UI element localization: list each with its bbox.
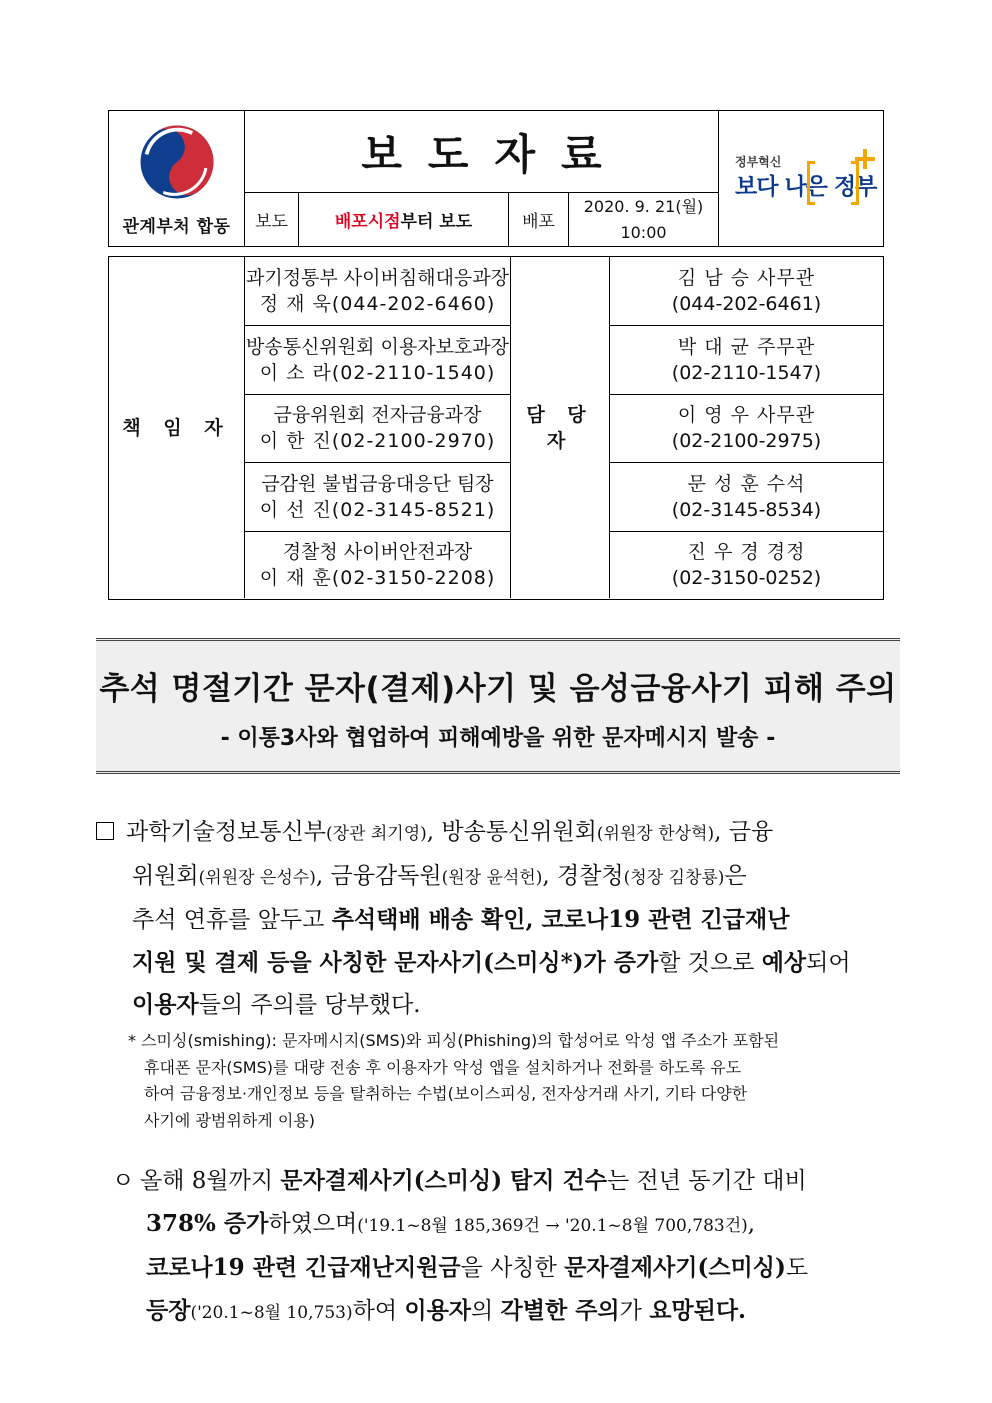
paragraph-line: [112, 1203, 902, 1248]
mgr-person: 김 남 승 사무관: [677, 267, 816, 290]
mgr-phone: (02-3150-0252): [671, 567, 822, 590]
resp-person: 이 선 진(02-3145-8521): [259, 498, 496, 521]
body-paragraph-2: [112, 1160, 902, 1334]
text-run: 을 사칭한: [460, 1255, 565, 1281]
paragraph-line: [96, 812, 906, 856]
contact-row-mgr: [610, 462, 883, 531]
resp-person: 이 한 진(02-2100-2970): [259, 430, 496, 453]
text-run: 지원 및 결제 등을 사칭한 문자사기(스미싱*)가 증가: [132, 948, 659, 976]
resp-dept: 과기정통부 사이버침해대응과장: [246, 267, 509, 290]
text-run: 하였으며: [268, 1210, 358, 1237]
contact-row-resp: [245, 462, 510, 531]
text-run: (장관 최기영): [325, 824, 427, 844]
headline-sub: - 이통3사와 협업하여 피해예방을 위한 문자메시지 발송 -: [220, 726, 776, 751]
text-run: 도: [785, 1255, 809, 1281]
mgr-phone: (02-3145-8534): [671, 498, 822, 521]
brand-small-text: 정부혁신: [735, 155, 782, 169]
agency-logo-cell: [109, 111, 245, 246]
contact-row-resp: [245, 325, 510, 394]
mgr-person: 문 성 훈 수석: [687, 472, 806, 495]
release-when-red: 배포시점: [334, 212, 401, 232]
distribution-date: 2020. 9. 21(월): [583, 196, 704, 216]
paragraph-line: [112, 1160, 902, 1203]
paragraph-line: [112, 1247, 902, 1290]
text-run: 가: [619, 1297, 650, 1324]
taegeuk-emblem-icon: [139, 124, 215, 200]
text-run: 등장: [146, 1296, 191, 1324]
text-run: 문자결제사기(스미싱): [564, 1254, 786, 1281]
text-run: 각별한 주의: [500, 1296, 620, 1324]
paragraph-line: [112, 1290, 902, 1335]
distribution-datetime: [569, 193, 719, 246]
mgr-phone: (044-202-6461): [671, 293, 822, 316]
resp-dept: 금감원 불법금융대응단 팀장: [261, 472, 494, 495]
text-run: 는 전년 동기간 대비: [606, 1168, 807, 1194]
agency-label: 관계부처 합동: [122, 217, 231, 237]
mgr-phone: (02-2100-2975): [671, 430, 822, 453]
manager-label: 담 당 자: [510, 257, 610, 598]
text-run: , 금융: [714, 819, 774, 845]
release-when: [299, 193, 509, 246]
contact-row-resp: [245, 531, 510, 600]
resp-dept: 방송통신위원회 이용자보호과장: [246, 335, 509, 358]
resp-person: 이 소 라(02-2110-1540): [259, 361, 496, 384]
paragraph-line: [96, 899, 906, 942]
brand-bracket-right-icon: [851, 161, 859, 205]
brand-big-text: 보다 나은 정부: [735, 174, 877, 200]
text-run: 문자결제사기(스미싱) 탐지 건수: [280, 1167, 607, 1194]
contact-row-mgr: [610, 531, 883, 600]
resp-dept: 금융위원회 전자금융과장: [273, 404, 482, 427]
text-run: 할 것으로: [658, 949, 762, 976]
checkbox-bullet-icon: [96, 822, 114, 840]
text-run: , 금융감독원: [315, 862, 442, 889]
footnote: [128, 1028, 900, 1134]
text-run: (위원장 한상혁): [596, 824, 715, 844]
text-run: (청장 김창룡): [623, 867, 725, 888]
text-run: ,: [747, 1210, 756, 1237]
text-run: 추석택배 배송 확인, 코로나19 관련 긴급재난: [331, 906, 790, 933]
bullet-mark: ㅇ: [112, 1168, 135, 1194]
press-header: [108, 110, 884, 247]
footnote-line: 휴대폰 문자(SMS)를 대량 전송 후 이용자가 악성 앱을 설치하거나 전화를 하도록 유도: [144, 1057, 742, 1077]
text-run: 과학기술정보통신부: [126, 819, 326, 845]
contact-row-resp: [245, 394, 510, 463]
text-run: 요망된다.: [649, 1296, 747, 1324]
contact-row-mgr: [610, 257, 883, 326]
footnote-line: 하여 금융정보·개인정보 등을 탈취하는 수법(보이스피싱, 전자상거래 사기, 기타 다양한: [144, 1084, 748, 1103]
release-label: 보도: [245, 193, 299, 246]
text-run: 이용자: [132, 991, 199, 1018]
mgr-person: 이 영 우 사무관: [677, 404, 816, 427]
footnote-line: 사기에 광범위하게 이용): [144, 1110, 315, 1130]
text-run: (원장 윤석헌): [441, 867, 543, 888]
text-run: 코로나19 관련 긴급재난지원금: [146, 1254, 461, 1281]
contact-row-mgr: [610, 394, 883, 463]
resp-person: 이 재 훈(02-3150-2208): [259, 567, 496, 590]
text-run: 되어: [806, 949, 851, 976]
release-when-rest: 부터 보도: [400, 212, 473, 232]
text-run: , 방송통신위원회: [426, 819, 597, 845]
mgr-person: 박 대 균 주무관: [677, 335, 816, 358]
brand-plus-icon-bar: [855, 157, 875, 161]
brand-bracket-left-icon: [807, 161, 815, 205]
text-run: 추석 연휴를 앞두고: [132, 907, 332, 933]
distribution-time: 10:00: [620, 222, 667, 242]
text-run: 378% 증가: [146, 1209, 269, 1237]
contact-table: [108, 256, 884, 600]
resp-person: 정 재 욱(044-202-6460): [259, 293, 496, 316]
paragraph-line: [96, 984, 906, 1027]
contact-row-resp: [245, 257, 510, 326]
headline-box: [96, 638, 900, 774]
text-run: 은: [724, 862, 747, 889]
text-run: 하여: [352, 1297, 405, 1324]
text-run: 예상: [761, 948, 807, 976]
page-title: 보도자료: [361, 129, 628, 179]
text-run: 들의 주의를 당부했다.: [198, 992, 421, 1018]
text-run: , 경찰청: [542, 862, 624, 889]
headline-main: 추석 명절기간 문자(결제)사기 및 음성금융사기 피해 주의: [99, 671, 897, 707]
responsible-label: 책 임 자: [109, 257, 245, 598]
footnote-line: * 스미싱(smishing): 문자메시지(SMS)와 피싱(Phishing)의 합성어로 악성 앱 주소가 포함된: [128, 1031, 780, 1050]
paragraph-line: [96, 942, 906, 985]
distribution-label: 배포: [509, 193, 569, 246]
text-run: ('19.1~8월 185,369건 → '20.1~8월 700,783건): [357, 1215, 748, 1236]
text-run: (위원장 은성수): [198, 867, 316, 888]
mgr-phone: (02-2110-1547): [671, 361, 822, 384]
text-run: ('20.1~8월 10,753): [190, 1302, 353, 1323]
text-run: 위원회: [132, 862, 199, 889]
body-paragraph-1: [96, 812, 906, 1027]
title-cell: [245, 111, 719, 193]
mgr-person: 진 우 경 경정: [687, 541, 806, 564]
contact-row-mgr: [610, 325, 883, 394]
text-run: 의: [471, 1297, 501, 1324]
paragraph-line: [96, 856, 906, 900]
resp-dept: 경찰청 사이버안전과장: [282, 541, 473, 564]
brand-logo: [719, 111, 883, 246]
text-run: 이용자: [404, 1296, 472, 1324]
text-run: 올해 8월까지: [140, 1168, 281, 1194]
